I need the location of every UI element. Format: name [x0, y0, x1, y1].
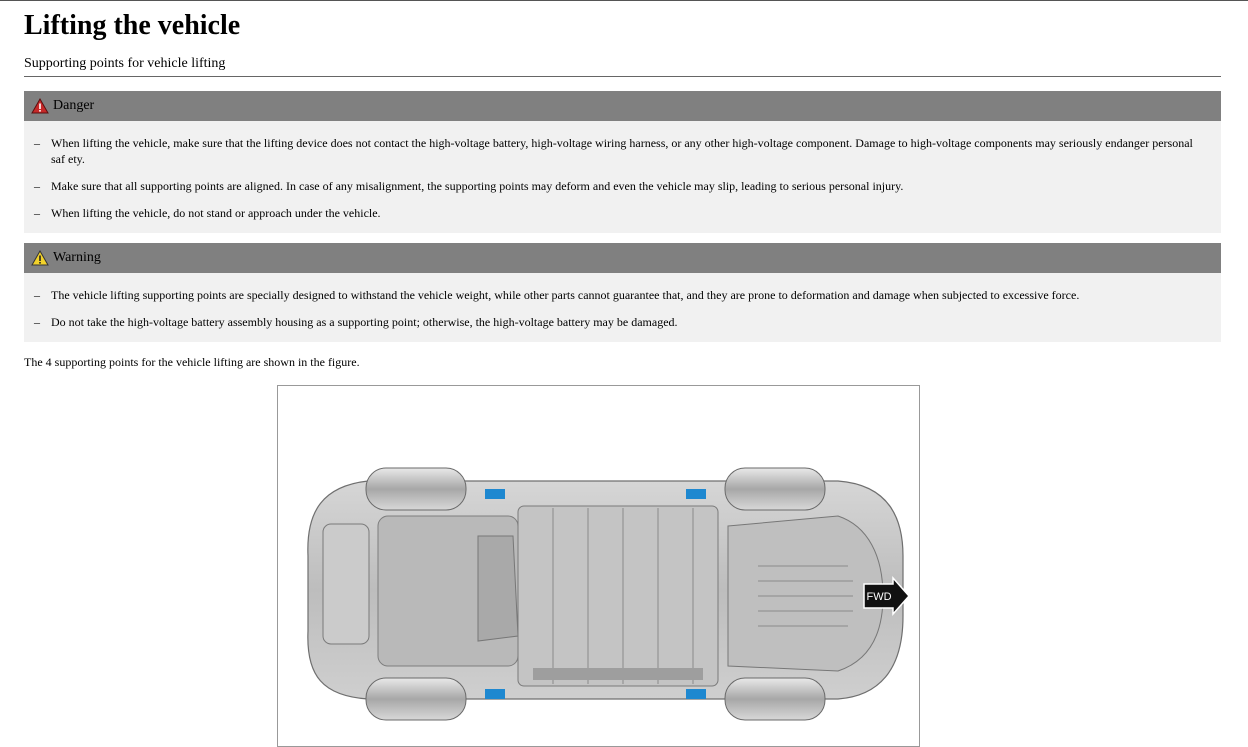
list-item: – When lifting the vehicle, make sure that the lifting device does not contact the high-voltage battery, high-voltage wiring harness, or any other high-voltage component. Damage to high-voltage components may seriously endanger personal saf ety.: [34, 136, 1193, 166]
list-item: – When lifting the vehicle, do not stand or approach under the vehicle.: [34, 206, 381, 220]
rear-subframe: [323, 524, 369, 644]
page-subtitle: Supporting points for vehicle lifting: [24, 56, 1221, 77]
page-title: Lifting the vehicle: [24, 10, 241, 41]
battery-pack: [518, 506, 718, 686]
list-item: – The vehicle lifting supporting points are specially designed to withstand the vehicle weight, while other parts cannot guarantee that, and they are prone to deformation and damage when subjected to excessive force.: [34, 288, 1080, 302]
front-skid-plate: [728, 516, 883, 671]
front-right-tire: [725, 678, 825, 720]
danger-box: [24, 91, 1221, 233]
support-point-front-left: [686, 489, 706, 499]
fwd-label: FWD: [866, 591, 892, 603]
danger-list: [24, 121, 1221, 233]
document-page: [24, 1, 1221, 370]
rear-right-tire: [366, 678, 466, 720]
support-point-rear-left: [485, 489, 505, 499]
list-item: – Make sure that all supporting points are aligned. In case of any misalignment, the supporting points may deform and even the vehicle may slip, leading to serious personal injury.: [34, 179, 904, 193]
support-point-front-right: [686, 689, 706, 699]
warning-box: [24, 243, 1221, 342]
vehicle-underside-illustration: [278, 386, 919, 746]
danger-header: [24, 91, 1221, 121]
warning-header: [24, 243, 1221, 273]
front-left-tire: [725, 468, 825, 510]
warning-triangle-icon: [31, 250, 49, 266]
list-item: – Do not take the high-voltage battery assembly housing as a supporting point; otherwise, the high-voltage battery may be damaged.: [34, 315, 678, 329]
warning-label: Warning: [53, 250, 101, 265]
rear-left-tire: [366, 468, 466, 510]
danger-triangle-icon: [31, 98, 49, 114]
warning-list: [24, 273, 1221, 342]
support-point-rear-right: [485, 689, 505, 699]
vehicle-underside-figure: [277, 385, 920, 747]
intro-text: The 4 supporting points for the vehicle lifting are shown in the figure.: [24, 355, 360, 369]
danger-label: Danger: [53, 98, 95, 113]
